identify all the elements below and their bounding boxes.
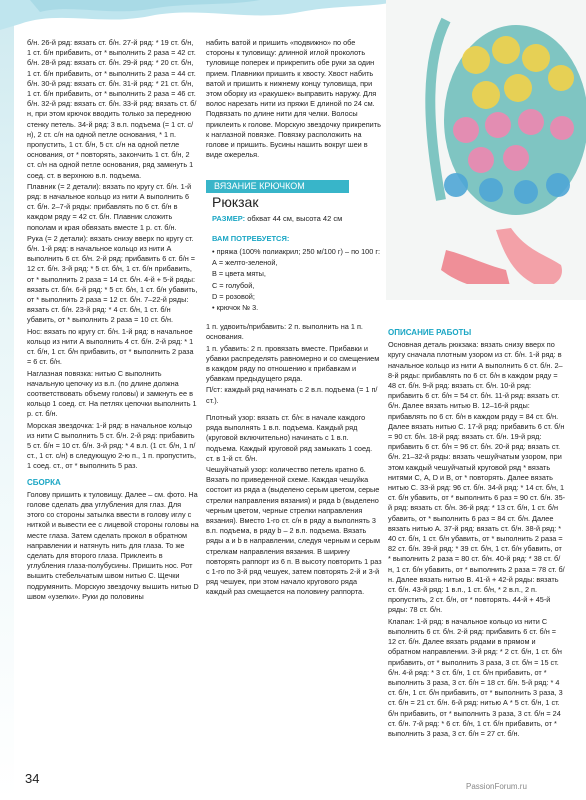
size-line	[212, 214, 382, 224]
materials-hook: • крючок № 3.	[212, 303, 259, 313]
crochet-mermaid-photo	[386, 0, 586, 300]
materials-list	[212, 247, 382, 313]
half-dc-text: П/ст: каждый ряд начинать с 2 в.п. подъема (= 1 п/ст.).	[206, 385, 378, 405]
increase-text: 1 п. удвоить/прибавить: 2 п. выполнить на 1 п. основания.	[206, 322, 363, 342]
column-2	[206, 38, 382, 599]
assembly-heading: СБОРКА	[27, 477, 61, 487]
page-number: 34	[25, 771, 40, 786]
assembly-continued-text: набить ватой и пришить «подвижно» по обе стороны к туловищу: длинной иглой проколоть туловище поперек и прикрепить обе руки за один прием. Плавники пришить к хвосту. Хвост набить ватой и пришить к нижнему концу туловища, при этом оборку из «ракушек» выправить наружу. Для волос нарезать нити из пряжи Е длиной по 24 см. Подвязать по длине нити для челки. Волосы приклеить к голове. Морскую звездочку прикрепить к наглазной повязке. Повязку расположить на голове и пришить. Бусины нашить вокруг шеи в виде ожерелья.	[206, 38, 381, 160]
materials-color-d: D = розовой;	[212, 291, 255, 301]
work-description-heading: ОПИСАНИЕ РАБОТЫ	[388, 328, 472, 337]
site-watermark: PassionForum.ru	[466, 782, 527, 791]
side-decor-stripe	[0, 0, 14, 800]
arm-text: Рука (= 2 детали): вязать снизу вверх по кругу ст. б/н. 1-й ряд: в начальное кольцо из нити А выполнить 6 ст. б/н. 2-й ряд: прибавить 6 ст. б/н = 12 ст. б/н. 3-й ряд: * 5 ст. б/н, 1 ст. б/н прибавить, от * выполнить 2 раза = 14 ст. б/н. 4-й + 5-й ряды: вязать ст. б/н. 6-й ряд: * 5 ст. б/н, 1 ст. б/н убавить, от * выполнить 2 раза = 12 ст. б/н. 7–22-й ряды: вязать ст. б/н. 23-й ряд: * 4 ст. б/н, 1 ст. б/н убавить, от * выполнить 2 раза = 10 ст. б/н.	[27, 233, 198, 325]
scale-pattern-text: Чешуйчатый узор: количество петель кратно 6. Вязать по приведенной схеме. Каждая чешуйка состоит из ряда а (выделено серым цветом, серые стрелки направления вязания) и ряда b (выделено черным цветом, черные стрелки направления вязания). Вместо 1-го ст. с/н в ряду а выполнять 3 в.п. подъема, в ряду b – 2 в.п. подъема. Вязать ряды а и b в направлении, следуя черным и серым стрелкам направления вязания. В ширину повторять раппорт из 6 п. В высоту повторить 1 раз с 1-го по 3-й ряд чешуек, затем повторять 2-й и 3-й ряд чешуек, при этом начало кругового ряда каждый раз смещается на половину раппорта.	[206, 464, 382, 597]
project-title: Рюкзак	[212, 194, 259, 211]
main-part-text: Основная деталь рюкзака: вязать снизу вверх по кругу сначала плотным узором из ст. б/н. 1-й ряд: в начальное кольцо из нити А выполнить 6 ст. б/н. 2–8-й ряды: прибавлять по 6 ст. б/н в каждом ряду = 48 ст. б/н. 9-й ряд: вязать ст. б/н. 10-й ряд: прибавить 6 ст. б/н = 54 ст. б/н. 11-й ряд: вязать ст. б/н. Далее вязать нитью В. 12–16-й ряды: прибавлять по 6 ст. б/н в каждом ряду = 84 ст. б/н. Далее вязать нитью С. 17-й ряд: прибавить 6 ст. б/н = 90 ст. б/н. 18-й ряд: вязать ст. б/н. 19-й ряд: прибавить 6 ст. б/н = 96 ст. б/н. 20-й ряд: вязать ст. б/н. 21–32-й ряды: вязать чешуйчатым узором, при этом каждый чешуйчатый круговой ряд * вязать нитями С, А, D и В, от * повторять. Далее вязать нитью С. 33-й ряд: 96 ст. б/н. 34-й ряд: * 14 ст. б/н, 1 ст. б/н убавить, от * выполнить 6 раз = 90 ст. б/н. 35-й ряд: вязать ст. б/н. 36-й ряд: * 13 ст. б/н, 1 ст. б/н убавить, от * выполнить 6 раз = 84 ст. б/н. Далее вязать нитью А. 37-й ряд: вязать ст. б/н. 38-й ряд: * 40 ст. б/н, 1 ст. б/н убавить, от * выполнить 2 раза = 82 ст. б/н. 39-й ряд: * 39 ст. б/н, 1 ст. б/н убавить, от * выполнить 2 раза = 80 ст. б/н. 40-й ряд: * 38 ст. б/н, 1 ст. б/н убавить, от * выполнить 2 раза = 78 ст. б/н. Далее вязать нитью В. 41-й + 42-й ряды: вязать ст. б/н. 43-й ряд: 1 в.п., 1 ст. б/н, * 2 в.п., 2 п. пропустить, 2 ст. б/н, от * повторять. 44-й + 45-й ряды: 78 ст. б/н.	[388, 340, 566, 615]
eye-patch-text: Наглазная повязка: нитью С выполнить начальную цепочку из в.п. (по длине должна соответствовать объему головы) и замкнуть ее в кольцо 1 соед. ст. На петлях цепочки выполнить 1 р. ст. б/н.	[27, 368, 197, 419]
section-banner: ВЯЗАНИЕ КРЮЧКОМ	[206, 180, 349, 193]
nose-text: Нос: вязать по кругу ст. б/н. 1-й ряд: в начальное кольцо из нити А выполнить 4 ст. б/н. 2-й ряд: * 1 ст. б/н, 1 ст. б/н прибавить, от * выполнить 2 раза = 6 ст. б/н.	[27, 326, 194, 367]
materials-color-b: В = цвета мяты,	[212, 269, 266, 279]
materials-yarn: • пряжа (100% полиакрил; 250 м/100 г) – по 100 г:	[212, 247, 381, 257]
materials-heading: ВАМ ПОТРЕБУЕТСЯ:	[212, 233, 290, 243]
assembly-text: Голову пришить к туловищу. Далее – см. фото. На голове сделать два углубления для глаз. Для этого со стороны затылка ввести в голову иглу с ниткой и вывести ее с лицевой стороны головы на месте глаза. Затем сделать прокол в обратном направлении и натянуть нить для глаза. То же сделать для второго глаза. Приклеить в углубления глаза-полубусины. Пришить нос. Рот вышить стебельчатым швом нитью С. Щечки подрумянить. Морскую звездочку вышить нитью D швом «узелки». Руки до половины	[27, 489, 199, 601]
starfish-text: Морская звездочка: 1-й ряд: в начальное кольцо из нити С выполнить 5 ст. б/н. 2-й ряд: прибавить 5 ст. б/н = 10 ст. б/н. 3-й ряд: * 4 в.п. (1 ст. б/н, 1 п/ст., 1 ст. с/н) в следующую 2-ю п., 1 п. пропустить, 1 соед. ст., от * выполнить 5 раз.	[27, 420, 197, 471]
tail-rows-text: б/н. 26-й ряд: вязать ст. б/н. 27-й ряд: * 19 ст. б/н, 1 ст. б/н прибавить, от * выполнить 2 раза = 42 ст. б/н. 28-й ряд: вязать ст. б/н. 29-й ряд: * 20 ст. б/н, 1 ст. б/н прибавить, от * выполнить 2 раза = 44 ст. б/н. 30-й ряд: вязать ст. б/н. 31-й ряд: * 21 ст. б/н, 1 ст. б/н прибавить, от * выполнить 2 раза = 46 ст. б/н. 32-й ряд: вязать ст. б/н. 33-й ряд: вязать ст. б/н, при этом крючок вводить только за переднюю стенку петель. 34-й ряд: 3 в.п. подъема (= 1 ст. с/н), 2 ст. с/н на одной петле основания, * 1 п. пропустить, 1 ст. б/н, 5 ст. с/н на одной петле основания, от * повторять, закончить 1 ст. б/н, 2 ст. с/н на одной петле основания, ряд замкнуть 1 соед. ст. в верхнюю в.п. подъема.	[27, 38, 197, 180]
size-label: РАЗМЕР:	[212, 213, 246, 223]
column-1	[27, 38, 199, 603]
fin-text: Плавник (= 2 детали): вязать по кругу ст. б/н. 1-й ряд: в начальное кольцо из нити А выполнить 6 ст. б/н. 2–7-й ряды: прибавлять по 6 ст. б/н в каждом ряду = 42 ст. б/н. Плавник сложить пополам и края обвязать вместе 1 р. ст. б/н.	[27, 181, 192, 232]
decrease-text: 1 п. убавить: 2 п. провязать вместе. Прибавки и убавки распределять равномерно и со смещением в каждом ряду по отношению к прибавкам и убавкам предыдущего ряда.	[206, 343, 380, 384]
materials-color-c: С = голубой,	[212, 280, 255, 290]
dense-pattern-text: Плотный узор: вязать ст. б/н: в начале каждого ряда выполнять 1 в.п. подъема. Каждый ряд (круговой включительно) начинать с 1 в.п. подъема. Каждый круговой ряд замыкать 1 соед. ст. в 1-й ст. б/н.	[206, 412, 373, 463]
column-3	[388, 328, 566, 740]
materials-color-a: А = желто-зеленой,	[212, 258, 278, 268]
flap-text: Клапан: 1-й ряд: в начальное кольцо из нити С выполнить 6 ст. б/н. 2-й ряд: прибавить 6 ст. б/н = 12 ст. б/н. Далее вязать рядами в прямом и обратном направлении. 3-й ряд: * 2 ст. б/н, 1 ст. б/н прибавить, от * выполнить 3 раза, 3 ст. б/н = 15 ст. б/н. 4-й ряд: * 3 ст. б/н, 1 ст. б/н прибавить, от * выполнить 3 раза, 3 ст. б/н = 18 ст. б/н. 5-й ряд: * 4 ст. б/н, 1 ст. б/н прибавить, от * выполнить 3 раза, 3 ст. б/н = 21 ст. б/н. 6-й ряд: нитью А * 5 ст. б/н, 1 ст. б/н прибавить, от * выполнить 3 раза, 3 ст. б/н = 24 ст. б/н. 7-й ряд: * 6 ст. б/н, 1 ст. б/н прибавить, от * выполнить 3 раза, 3 ст. б/н = 27 ст. б/н.	[388, 616, 563, 738]
size-value: обхват 44 см, высота 42 см	[247, 213, 343, 223]
